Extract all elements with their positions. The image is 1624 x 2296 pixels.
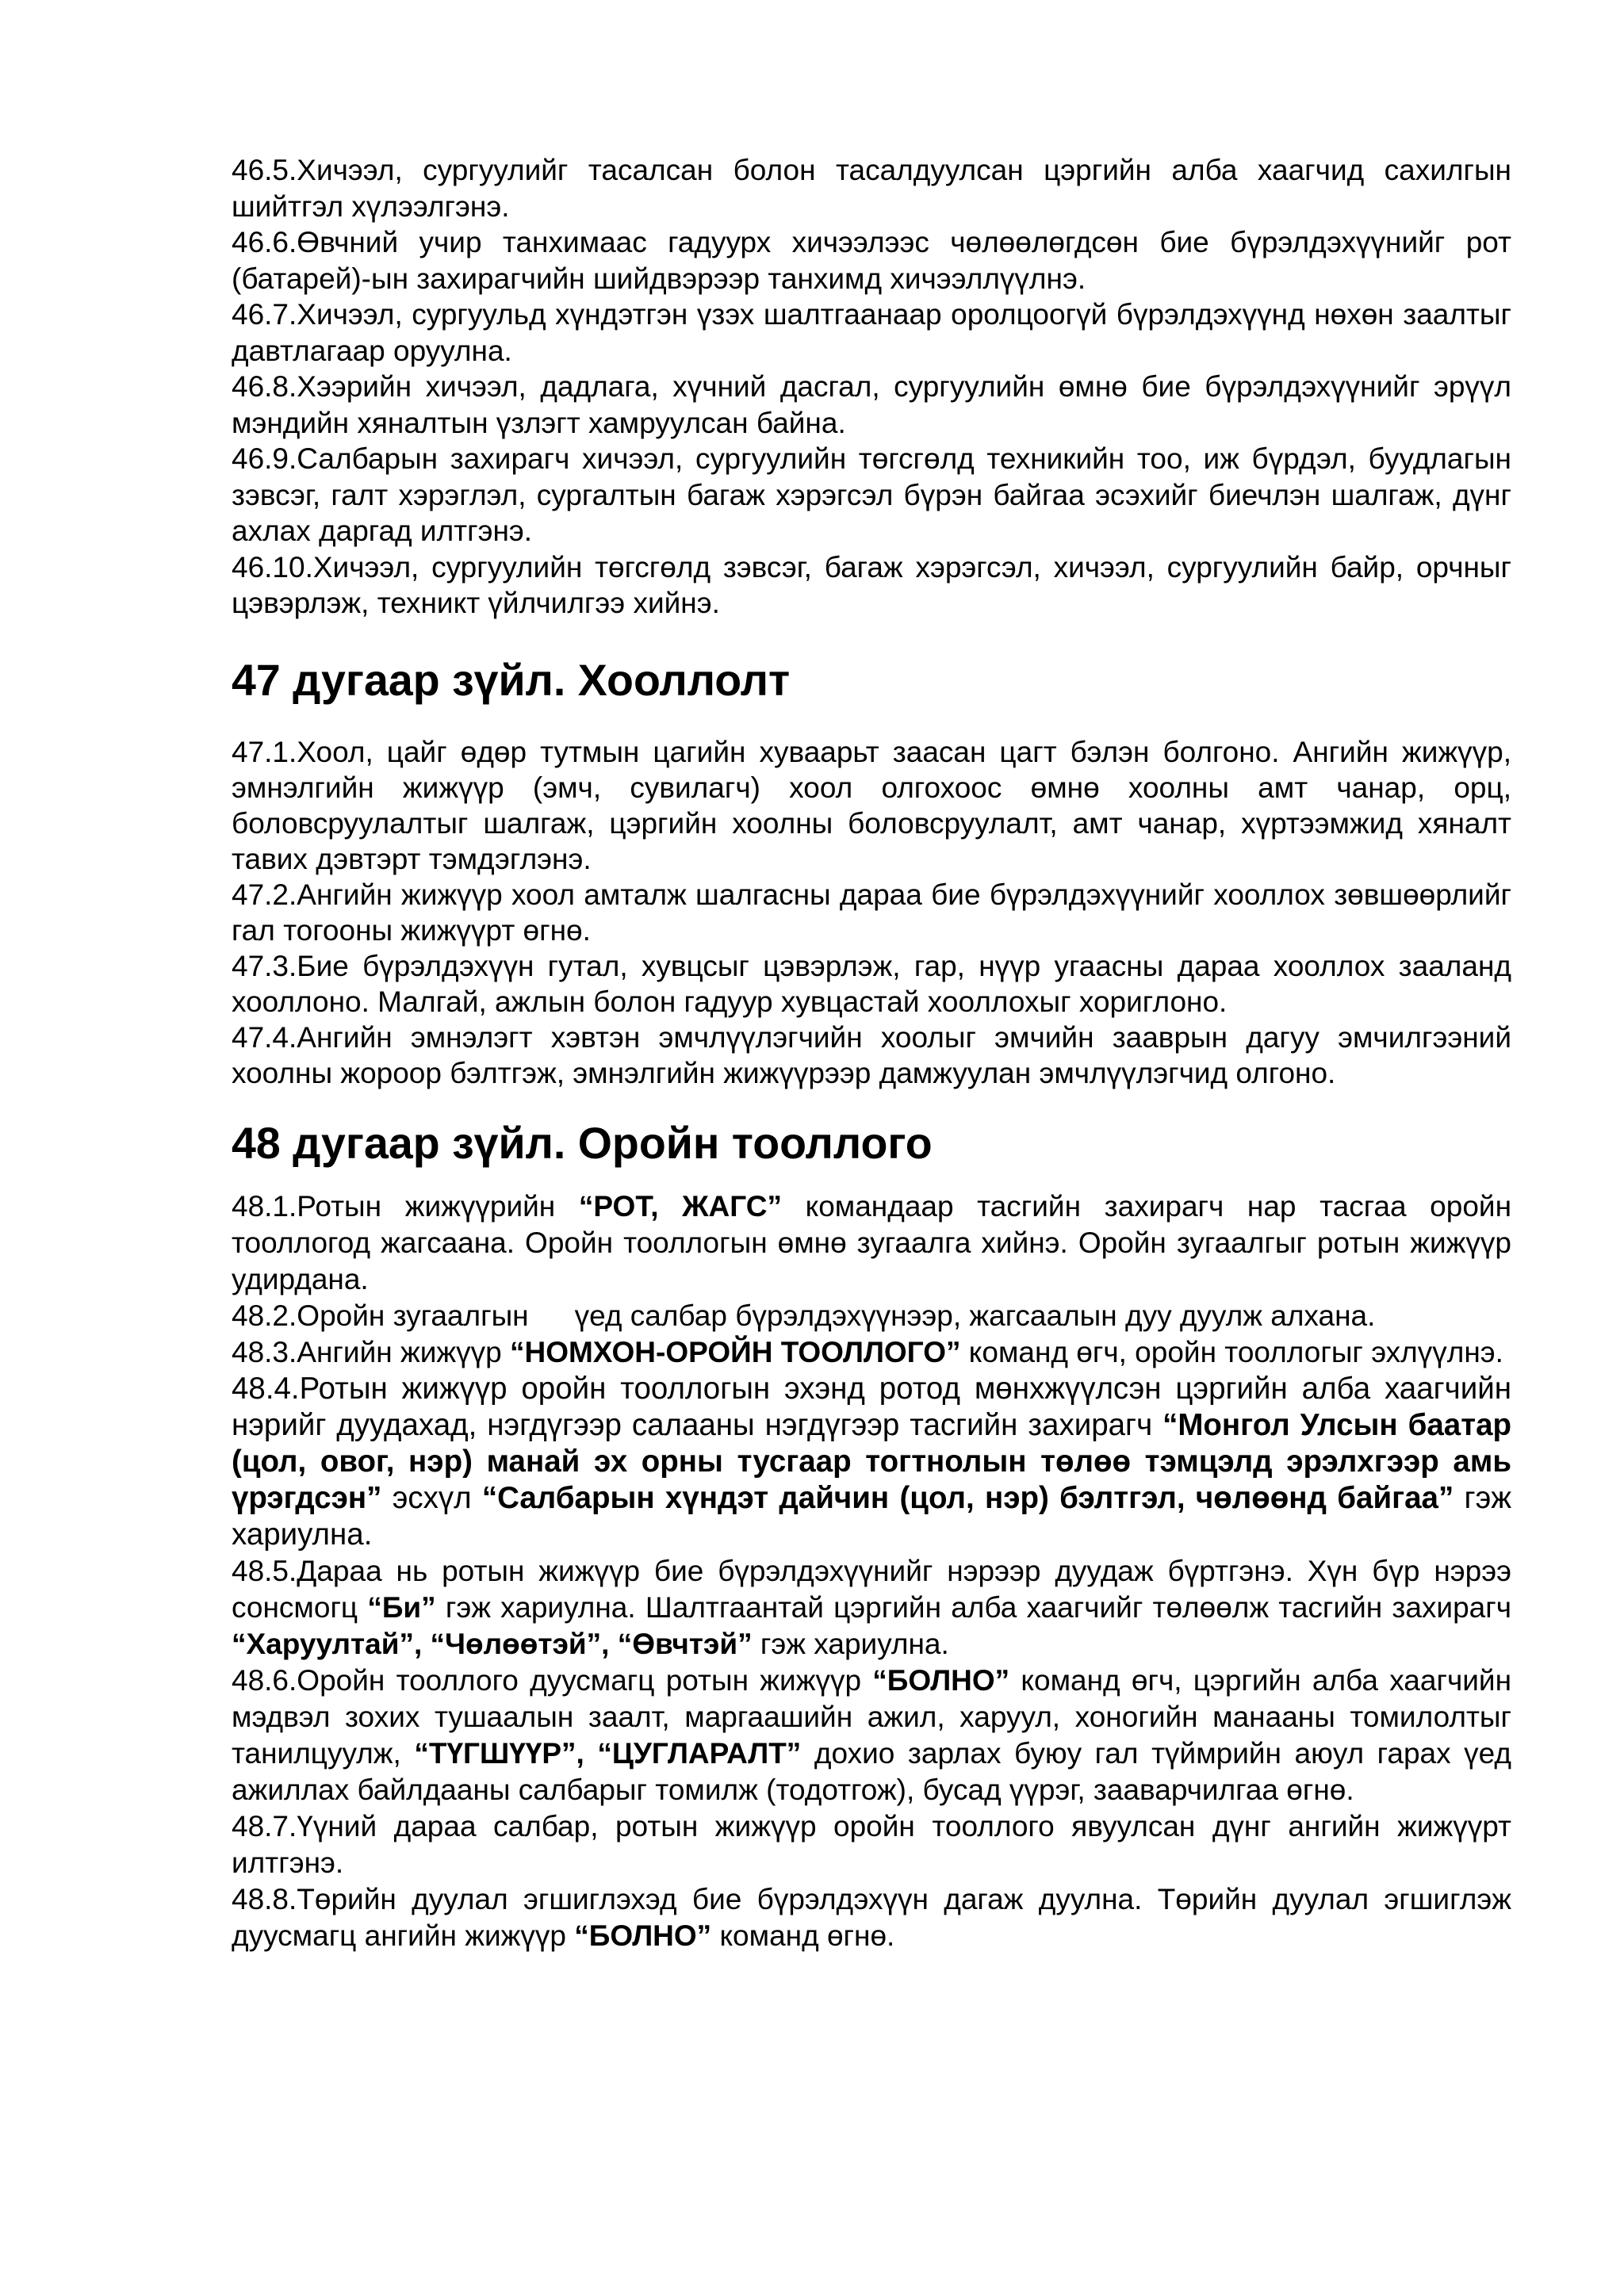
paragraph-48-8 xyxy=(232,1881,1511,1954)
command-text: “НОМХОН-ОРОЙН ТООЛЛОГО” xyxy=(509,1335,961,1368)
paragraph-48-3 xyxy=(232,1334,1511,1371)
article-47-section xyxy=(232,734,1511,1091)
text-run: команд өгнө. xyxy=(711,1919,895,1952)
text-run: гэж хариулна. xyxy=(232,1480,1511,1552)
paragraph-46-10: 46.10.Хичээл, сургуулийн төгсгөлд зэвсэг, багаж хэрэгсэл, хичээл, сургуулийн байр, орчныг цэвэрлэж, техникт үйлчилгээ хийнэ. xyxy=(232,550,1511,619)
response-text: “Би” xyxy=(367,1590,436,1624)
response-text: “Салбарын хүндэт дайчин (цол, нэр) бэлтгэл, чөлөөнд байгаа” xyxy=(481,1480,1454,1515)
paragraph-48-5 xyxy=(232,1553,1511,1663)
paragraph-46-9: 46.9.Салбарын захирагч хичээл, сургуулийн төгсгөлд техникийн тоо, иж бүрдэл, буудлагын зэвсэг, галт хэрэглэл, сургалтын багаж хэрэгсэл бүрэн байгаа эсэхийг биечлэн шалгаж, дүнг ахлах даргад илтгэнэ. xyxy=(232,442,1511,547)
text-run: 48.4.Ротын жижүүр оройн тооллогын эхэнд ротод мөнхжүүлсэн цэргийн алба хаагчийн нэрийг дуудахад, нэгдүгээр салааны нэгдүгээр тасгийн захирагч xyxy=(232,1371,1511,1442)
text-run: 48.8.Төрийн дуулал эгшиглэхэд бие бүрэлдэхүүн дагаж дуулна. Төрийн дуулал эгшиглэж дуусмагц ангийн жижүүр xyxy=(232,1882,1511,1952)
text-run: команд өгч, цэргийн алба хаагчийн мэдвэл зохих тушаалын заалт, маргаашийн ажил, харуул, хоногийн манааны томилолтыг танилцуулж, xyxy=(232,1663,1511,1770)
command-text: “РОТ, ЖАГС” xyxy=(578,1189,782,1223)
text-run: эсхүл xyxy=(381,1480,482,1515)
text-run: үед салбар бүрэлдэхүүнээр, жагсаалын дуу дуулж алхана. xyxy=(574,1299,1376,1332)
article-48-heading: 48 дугаар зүйл. Оройн тооллого xyxy=(232,1119,933,1168)
command-text: “БОЛНО” xyxy=(574,1919,712,1952)
text-run: 48.2.Оройн зугаалгын xyxy=(232,1299,529,1332)
text-run: 48.3.Ангийн жижүүр xyxy=(232,1335,510,1368)
paragraph-48-7: 48.7.Үүний дараа салбар, ротын жижүүр оройн тооллого явуулсан дүнг ангийн жижүүрт илтгэнэ. xyxy=(232,1809,1511,1879)
paragraph-47-1: 47.1.Хоол, цайг өдөр тутмын цагийн хуваарьт заасан цагт бэлэн болгоно. Ангийн жижүүр, эмнэлгийн жижүүр (эмч, сувилагч) хоол олгохоос өмнө хоолны амт чанар, орц, боловсруулалтыг шалгаж, цэргийн хоолны боловсруулалт, амт чанар, хүртээмжид хяналт тавих дэвтэрт тэмдэглэнэ. xyxy=(232,736,1511,875)
paragraph-48-6 xyxy=(232,1663,1511,1808)
text-run: команд өгч, оройн тооллогыг эхлүүлнэ. xyxy=(960,1335,1503,1368)
paragraph-46-5: 46.5.Хичээл, сургуулийг тасалсан болон тасалдуулсан цэргийн алба хаагчид сахилгын шийтгэл хүлээлгэнэ. xyxy=(232,154,1511,223)
text-run: гэж хариулна. Шалтгаантай цэргийн алба хаагчийг төлөөлж тасгийн захирагч xyxy=(435,1590,1511,1624)
response-text: “Харуултай”, “Чөлөөтэй”, “Өвчтэй” xyxy=(232,1627,753,1660)
text-run: гэж хариулна. xyxy=(752,1627,949,1660)
command-text: “БОЛНО” xyxy=(872,1663,1010,1697)
document-page xyxy=(232,152,1511,1954)
paragraph-46-8: 46.8.Хээрийн хичээл, дадлага, хүчний дасгал, сургуулийн өмнө бие бүрэлдэхүүнийг эрүүл мэндийн хяналтын үзлэгт хамруулсан байна. xyxy=(232,370,1511,439)
paragraph-47-3: 47.3.Бие бүрэлдэхүүн гутал, хувцсыг цэвэрлэж, гар, нүүр угаасны дараа хооллох зааланд хооллоно. Малгай, ажлын болон гадуур хувцастай хооллохыг хориглоно. xyxy=(232,950,1511,1018)
paragraph-47-2: 47.2.Ангийн жижүүр хоол амталж шалгасны дараа бие бүрэлдэхүүнийг хооллох зөвшөөрлийг гал тогооны жижүүрт өгнө. xyxy=(232,878,1511,947)
text-run: командаар тасгийн захирагч нар тасгаа оройн тооллогод жагсаана. Оройн тооллогын өмнө зугаалга хийнэ. Оройн зугаалгыг ротын жижүүр удирдана. xyxy=(232,1189,1512,1295)
response-text: “Монгол Улсын баатар (цол, овог, нэр) манай эх орны тусгаар тогтнолын төлөө тэмцэлд эрэлхгээр амь үрэгдсэн” xyxy=(232,1407,1512,1515)
article-47-heading: 47 дугаар зүйл. Хооллолт xyxy=(232,655,791,705)
text-run: дохио зарлах буюу гал түймрийн аюул гарах үед ажиллах байлдааны салбарыг томилж (тодотгож), бусад үүрэг, зааварчилгаа өгнө. xyxy=(232,1736,1512,1806)
paragraph-48-4 xyxy=(232,1371,1511,1553)
paragraph-47-4: 47.4.Ангийн эмнэлэгт хэвтэн эмчлүүлэгчийн хоолыг эмчийн зааврын дагуу эмчилгээний хоолны жороор бэлтгэж, эмнэлгийн жижүүрээр дамжуулан эмчлүүлэгчид олгоно. xyxy=(232,1021,1511,1089)
paragraph-46-7: 46.7.Хичээл, сургуульд хүндэтгэн үзэх шалтгаанаар оролцоогүй бүрэлдэхүүнд нөхөн заалтыг давтлагаар оруулна. xyxy=(232,298,1511,367)
paragraph-48-1 xyxy=(232,1188,1511,1298)
paragraph-46-6: 46.6.Өвчний учир танхимаас гадуурх хичээлээс чөлөөлөгдсөн бие бүрэлдэхүүнийг рот (батарей)-ын захирагчийн шийдвэрээр танхимд хичээллүүлнэ. xyxy=(232,226,1511,295)
article-46-section xyxy=(232,152,1511,622)
text-run: 48.1.Ротын жижүүрийн xyxy=(232,1189,579,1223)
article-48-section xyxy=(232,1188,1511,1954)
text-run: 48.5.Дараа нь ротын жижүүр бие бүрэлдэхүүнийг нэрээр дуудаж бүртгэнэ. Хүн бүр нэрээ сонсмогц xyxy=(232,1554,1511,1624)
text-run: 48.6.Оройн тооллого дуусмагц ротын жижүүр xyxy=(232,1663,873,1697)
paragraph-48-2 xyxy=(232,1298,1511,1334)
signal-text: “ТҮГШҮҮР”, “ЦУГЛАРАЛТ” xyxy=(414,1736,802,1770)
